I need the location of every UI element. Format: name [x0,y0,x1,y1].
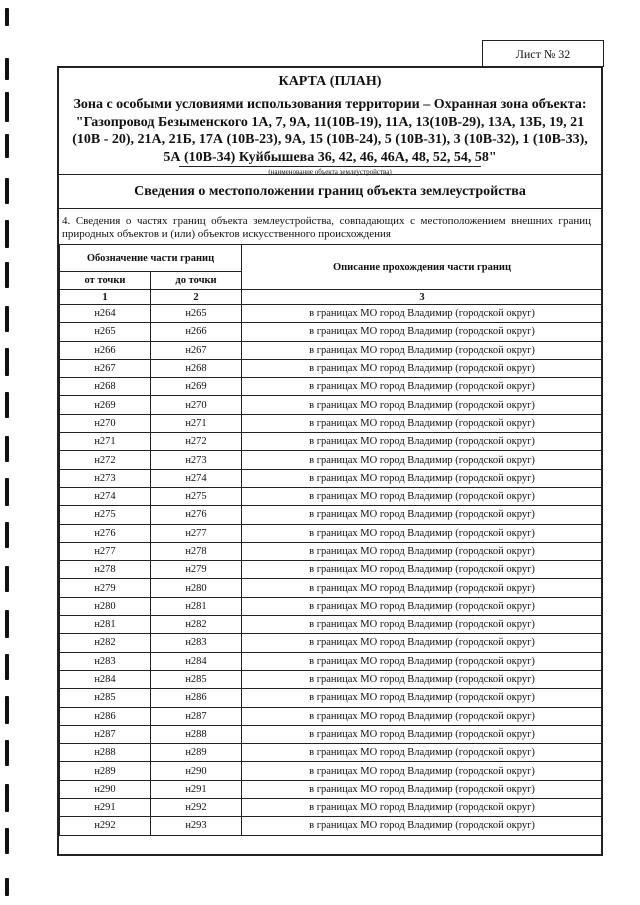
from-point-cell: н289 [60,762,151,780]
description-cell: в границах МО город Владимир (городской округ) [242,762,603,780]
to-point-cell: н285 [151,670,242,688]
from-point-cell: н274 [60,487,151,505]
description-cell: в границах МО город Владимир (городской округ) [242,579,603,597]
from-point-cell: н273 [60,469,151,487]
from-point-cell: н275 [60,506,151,524]
table-row [60,561,603,579]
description-cell: в границах МО город Владимир (городской округ) [242,817,603,835]
table-row [60,451,603,469]
description-cell: в границах МО город Владимир (городской округ) [242,378,603,396]
description-cell: в границах МО город Владимир (городской округ) [242,634,603,652]
divider [59,208,601,209]
column-number: 2 [151,290,242,305]
to-point-cell: н280 [151,579,242,597]
table-row [60,670,603,688]
to-point-cell: н269 [151,378,242,396]
description-cell: в границах МО город Владимир (городской округ) [242,616,603,634]
from-point-cell: н291 [60,799,151,817]
to-point-cell: н268 [151,359,242,377]
header-from-point: от точки [60,272,151,290]
divider [59,174,601,175]
description-cell: в границах МО город Владимир (городской округ) [242,799,603,817]
description-cell: в границах МО город Владимир (городской округ) [242,780,603,798]
description-cell: в границах МО город Владимир (городской округ) [242,707,603,725]
zone-description [65,96,595,166]
to-point-cell: н267 [151,341,242,359]
description-cell: в границах МО город Владимир (городской округ) [242,487,603,505]
from-point-cell: н266 [60,341,151,359]
table-row [60,305,603,323]
table-row [60,725,603,743]
from-point-cell: н271 [60,433,151,451]
from-point-cell: н278 [60,561,151,579]
zone-line: "Газопровод Безыменского 1А, 7, 9А, 11(10В-19), 11А, 13(10В-29), 13А, 13Б, 19, 21 [75,114,585,130]
table-row [60,378,603,396]
table-row [60,341,603,359]
description-cell: в границах МО город Владимир (городской округ) [242,744,603,762]
from-point-cell: н265 [60,323,151,341]
table-row [60,323,603,341]
section-heading: Сведения о местоположении границ объекта землеустройства [134,184,526,199]
description-cell: в границах МО город Владимир (городской округ) [242,524,603,542]
zone-line: Зона с особыми условиями использования территории – Охранная зона объекта: [73,97,587,112]
column-number: 1 [60,290,151,305]
from-point-cell: н286 [60,707,151,725]
table-row [60,689,603,707]
to-point-cell: н265 [151,305,242,323]
to-point-cell: н277 [151,524,242,542]
from-point-cell: н264 [60,305,151,323]
from-point-cell: н287 [60,725,151,743]
zone-line: (10В - 20), 21А, 21Б, 17А (10В-23), 9А, 15 (10В-24), 5 (10В-31), 3 (10В-32), 1 (10В-33), [72,132,588,147]
to-point-cell: н283 [151,634,242,652]
from-point-cell: н272 [60,451,151,469]
to-point-cell: н273 [151,451,242,469]
table-row [60,524,603,542]
to-point-cell: н282 [151,616,242,634]
from-point-cell: н292 [60,817,151,835]
table-row [60,433,603,451]
to-point-cell: н271 [151,414,242,432]
from-point-cell: н281 [60,616,151,634]
document-frame [57,66,603,856]
table-row [60,597,603,615]
table-row [60,762,603,780]
to-point-cell: н274 [151,469,242,487]
from-point-cell: н290 [60,780,151,798]
to-point-cell: н279 [151,561,242,579]
from-point-cell: н270 [60,414,151,432]
zone-line: 5А (10В-34) Куйбышева 36, 42, 46, 46А, 48, 52, 54, 58" [163,149,497,165]
to-point-cell: н278 [151,542,242,560]
description-cell: в границах МО город Владимир (городской округ) [242,506,603,524]
table-row [60,616,603,634]
table-row [60,817,603,835]
description-cell: в границах МО город Владимир (городской округ) [242,670,603,688]
from-point-cell: н267 [60,359,151,377]
description-cell: в границах МО город Владимир (городской округ) [242,323,603,341]
table-row [60,506,603,524]
to-point-cell: н272 [151,433,242,451]
description-cell: в границах МО город Владимир (городской округ) [242,561,603,579]
from-point-cell: н277 [60,542,151,560]
from-point-cell: н285 [60,689,151,707]
header-group: Обозначение части границ [60,245,242,272]
from-point-cell: н288 [60,744,151,762]
description-cell: в границах МО город Владимир (городской округ) [242,305,603,323]
from-point-cell: н283 [60,652,151,670]
table-row [60,780,603,798]
to-point-cell: н292 [151,799,242,817]
table-row [60,542,603,560]
description-cell: в границах МО город Владимир (городской округ) [242,451,603,469]
column-number: 3 [242,290,603,305]
document-title: КАРТА (ПЛАН) [278,74,382,89]
table-row [60,487,603,505]
section-note: 4. Сведения о частях границ объекта землеустройства, совпадающих с местоположением внешних границ природных объектов и (или) объектов искусственного происхождения [62,215,591,240]
description-cell: в границах МО город Владимир (городской округ) [242,414,603,432]
header-description: Описание прохождения части границ [242,245,603,290]
boundary-table [59,244,603,836]
sheet-number: Лист № 32 [482,40,604,67]
description-cell: в границах МО город Владимир (городской округ) [242,725,603,743]
description-cell: в границах МО город Владимир (городской округ) [242,689,603,707]
description-cell: в границах МО город Владимир (городской округ) [242,359,603,377]
from-point-cell: н282 [60,634,151,652]
table-row [60,396,603,414]
to-point-cell: н287 [151,707,242,725]
description-cell: в границах МО город Владимир (городской округ) [242,597,603,615]
to-point-cell: н275 [151,487,242,505]
table-row [60,634,603,652]
table-row [60,579,603,597]
to-point-cell: н276 [151,506,242,524]
to-point-cell: н286 [151,689,242,707]
header-to-point: до точки [151,272,242,290]
table-row [60,799,603,817]
to-point-cell: н266 [151,323,242,341]
to-point-cell: н290 [151,762,242,780]
description-cell: в границах МО город Владимир (городской округ) [242,341,603,359]
to-point-cell: н284 [151,652,242,670]
to-point-cell: н281 [151,597,242,615]
to-point-cell: н289 [151,744,242,762]
from-point-cell: н280 [60,597,151,615]
description-cell: в границах МО город Владимир (городской округ) [242,433,603,451]
description-cell: в границах МО город Владимир (городской округ) [242,469,603,487]
from-point-cell: н269 [60,396,151,414]
to-point-cell: н270 [151,396,242,414]
to-point-cell: н291 [151,780,242,798]
description-cell: в границах МО город Владимир (городской округ) [242,396,603,414]
from-point-cell: н284 [60,670,151,688]
table-row [60,652,603,670]
to-point-cell: н288 [151,725,242,743]
from-point-cell: н279 [60,579,151,597]
description-cell: в границах МО город Владимир (городской округ) [242,652,603,670]
table-row [60,359,603,377]
from-point-cell: н268 [60,378,151,396]
description-cell: в границах МО город Владимир (городской округ) [242,542,603,560]
to-point-cell: н293 [151,817,242,835]
table-row [60,744,603,762]
object-caption: (наименование объекта землеустройства) [179,166,481,176]
table-row [60,707,603,725]
table-row [60,469,603,487]
from-point-cell: н276 [60,524,151,542]
table-row [60,414,603,432]
binding-marks [0,0,20,905]
